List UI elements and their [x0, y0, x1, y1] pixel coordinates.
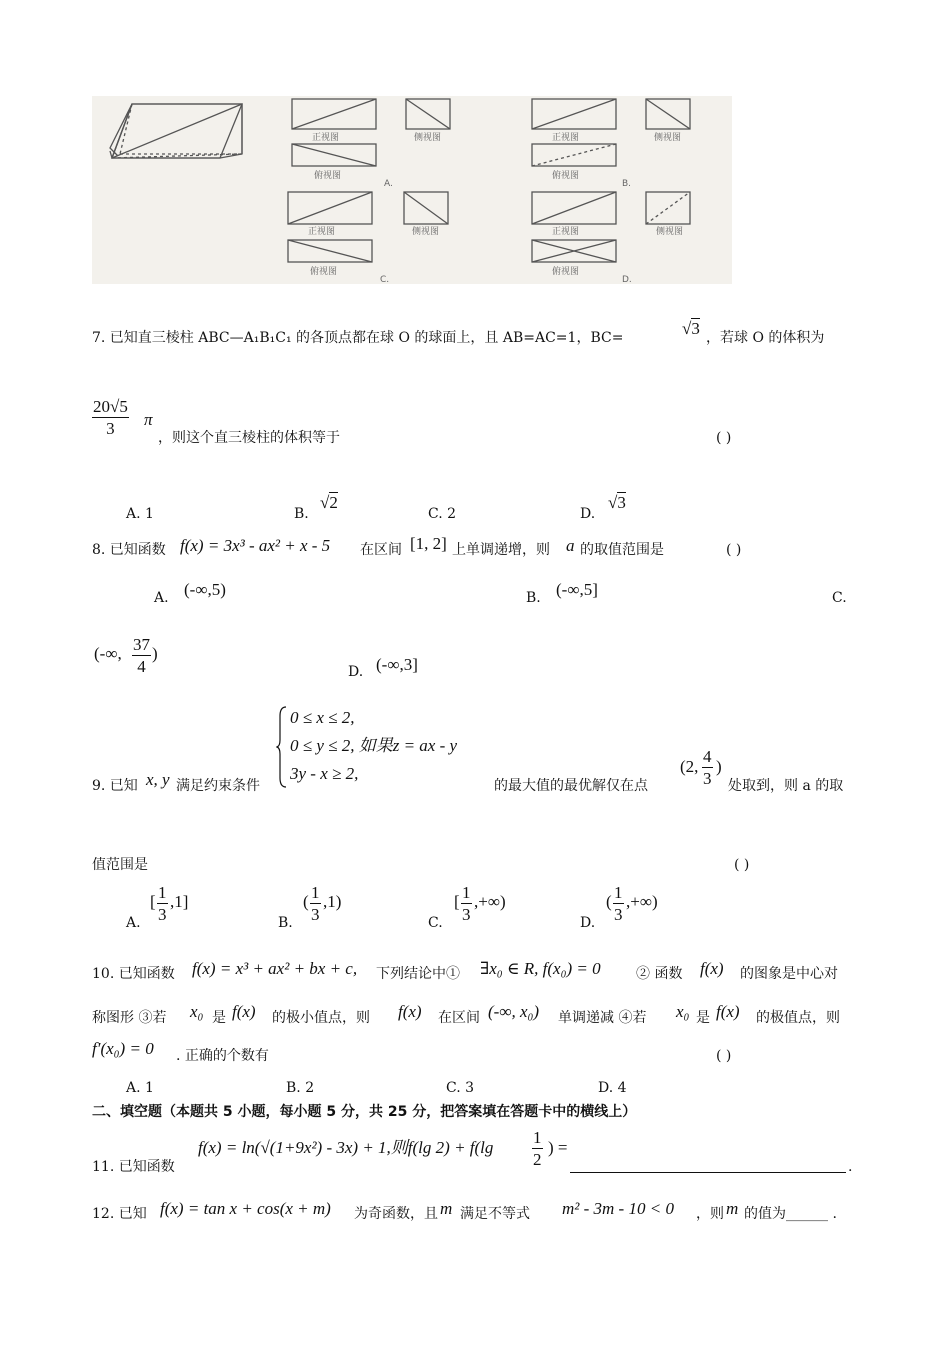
q7-option-c: C. 2 — [428, 506, 457, 522]
label-side-a: 侧视图 — [414, 133, 442, 143]
q10-option-d: D. 4 — [598, 1080, 627, 1096]
q9-option-a-fraction: $\frac{1}{3}$ — [158, 883, 167, 924]
q8-option-b-label: B. — [526, 590, 541, 606]
q10-line2-f: 是 — [696, 1010, 710, 1026]
q12-var-m-2: m — [726, 1199, 739, 1218]
q11-tail: ) = — [548, 1138, 568, 1157]
q10-line2-d: 在区间 — [438, 1010, 480, 1026]
label-top-d: 俯视图 — [552, 267, 580, 277]
option-label-b: B. — [622, 179, 632, 189]
q10-line2-g: 的极值点，则 — [756, 1010, 840, 1026]
q9-constraint-3: 3y - x ≥ 2, — [290, 764, 359, 783]
q11-end: . — [848, 1159, 853, 1175]
q10-line3: . 正确的个数有 — [176, 1048, 269, 1064]
q9-constraint-1: 0 ≤ x ≤ 2, — [290, 708, 355, 727]
q9-option-a-label: A. — [126, 915, 141, 931]
q12-text-1: 为奇函数，且 — [354, 1206, 438, 1222]
q8-var-a: a — [566, 536, 575, 555]
q12-inequality: m² - 3m - 10 < 0 — [562, 1199, 674, 1218]
q11-function: f(x) = ln(√(1+9x²) - 3x) + 1,则f(lg 2) + f(lg — [198, 1138, 494, 1157]
q11-fraction: $\frac{1}{2}$ — [533, 1128, 542, 1169]
q10-option-a: A. 1 — [126, 1080, 154, 1096]
q10-line2-c: 的极小值点，则 — [272, 1010, 370, 1026]
label-top-c: 俯视图 — [310, 267, 338, 277]
q8-option-c-pre: (-∞, — [94, 644, 122, 663]
q9-left-brace — [276, 706, 288, 788]
q9-constraint-2: 0 ≤ y ≤ 2, 如果z = ax - y — [290, 736, 458, 755]
q8-prefix: 8. 已知函数 — [92, 542, 166, 558]
q10-text-3: 的图象是中心对 — [740, 966, 838, 982]
q9-option-c-post: ,+∞) — [474, 892, 506, 911]
q8-suffix-1: 上单调递增，则 — [452, 542, 550, 558]
q11-answer-blank[interactable] — [570, 1172, 846, 1173]
q9-point-pre: (2, — [680, 757, 699, 776]
three-view-diagram — [92, 96, 732, 284]
q9-suffix: 处取到，则 a 的取 — [728, 778, 844, 794]
q9-mid: 的最大值的最优解仅在点 — [494, 778, 648, 794]
section-2-heading: 二、填空题（本题共 5 小题，每小题 5 分，共 25 分，把答案填在答题卡中的横线上） — [92, 1104, 637, 1120]
q10-x0-2: x₀ — [676, 1002, 690, 1021]
q9-option-d-label: D. — [580, 915, 596, 931]
q9-option-a-post: ,1] — [170, 892, 189, 911]
q12-function: f(x) = tan x + cos(x + m) — [160, 1199, 331, 1218]
label-side-b: 侧视图 — [654, 133, 682, 143]
q10-fx-1: f(x) — [700, 959, 724, 978]
q9-vars: x, y — [146, 770, 170, 789]
q9-point-fraction: $\frac{4}{3}$ — [703, 747, 712, 788]
q10-fx-4: f(x) — [716, 1002, 740, 1021]
q10-option-c: C. 3 — [446, 1080, 475, 1096]
label-front-c: 正视图 — [308, 227, 336, 237]
option-label-a: A. — [384, 179, 393, 189]
q10-interval: (-∞, x₀) — [488, 1002, 540, 1021]
q10-line2-a: 称图形 ③若 — [92, 1010, 167, 1026]
q12-text-4: 的值为______ . — [744, 1206, 837, 1222]
q12-text-3: ，则 — [696, 1206, 724, 1222]
q9-option-b-label: B. — [278, 915, 293, 931]
q8-option-a-label: A. — [154, 590, 169, 606]
q7-option-b-value: √2 — [320, 493, 338, 512]
q10-fx-2: f(x) — [232, 1002, 256, 1021]
q8-option-a-value: (-∞,5) — [184, 580, 226, 599]
q12-text-2: 满足不等式 — [460, 1206, 530, 1222]
q9-option-d-post: ,+∞) — [626, 892, 658, 911]
q9-option-c-fraction: $\frac{1}{3}$ — [462, 883, 471, 924]
q9-option-b-post: ,1) — [323, 892, 342, 911]
q10-line2-e: 单调递减 ④若 — [558, 1010, 647, 1026]
label-front-b: 正视图 — [552, 133, 580, 143]
q9-prefix: 9. 已知 — [92, 778, 138, 794]
q7-option-b-label: B. — [294, 506, 309, 522]
q7-text-3: ，则这个直三棱柱的体积等于 — [158, 430, 340, 446]
q7-pi: π — [144, 410, 153, 429]
q9-option-b-pre: ( — [303, 892, 309, 911]
q8-answer-paren: ( ) — [726, 542, 742, 558]
q8-option-c-label: C. — [832, 590, 847, 606]
q7-option-d-label: D. — [580, 506, 596, 522]
q10-x0-1: x₀ — [190, 1002, 204, 1021]
q9-option-c-label: C. — [428, 915, 443, 931]
q8-mid: 在区间 — [360, 542, 402, 558]
option-label-d: D. — [622, 275, 632, 284]
q8-option-c-fraction: $\frac{37}{4}$ — [133, 635, 150, 676]
q12-prefix: 12. 已知 — [92, 1206, 147, 1222]
q10-line2-b: 是 — [212, 1010, 226, 1026]
q7-text-1: 7. 已知直三棱柱 ABC—A₁B₁C₁ 的各顶点都在球 O 的球面上，且 AB=AC=1，BC= — [92, 330, 624, 346]
q8-option-b-value: (-∞,5] — [556, 580, 598, 599]
q8-interval: [1, 2] — [410, 534, 447, 553]
option-label-c: C. — [380, 275, 390, 284]
q9-option-b-fraction: $\frac{1}{3}$ — [311, 883, 320, 924]
q9-answer-paren: ( ) — [734, 857, 750, 873]
q8-suffix-2: 的取值范围是 — [580, 542, 664, 558]
q9-line-b: 值范围是 — [92, 857, 148, 873]
q7-option-d-value: √3 — [608, 493, 626, 512]
q7-answer-paren: ( ) — [716, 430, 732, 446]
label-side-c: 侧视图 — [412, 227, 440, 237]
label-front-d: 正视图 — [552, 227, 580, 237]
q7-volume-fraction: $\frac{20√5}{3}$ — [93, 397, 128, 438]
label-top-b: 俯视图 — [552, 171, 580, 181]
q10-derivative: f′(x₀) = 0 — [92, 1039, 154, 1058]
q9-point-post: ) — [716, 757, 722, 776]
q7-text-2: ，若球 O 的体积为 — [706, 330, 825, 346]
q10-answer-paren: ( ) — [716, 1048, 732, 1064]
q10-text-1: 下列结论中① — [376, 966, 460, 982]
label-front-a: 正视图 — [312, 133, 340, 143]
q9-option-d-fraction: $\frac{1}{3}$ — [614, 883, 623, 924]
q11-prefix: 11. 已知函数 — [92, 1159, 175, 1175]
q8-option-c-post: ) — [152, 644, 158, 663]
q9-option-d-pre: ( — [606, 892, 612, 911]
q8-function: f(x) = 3x³ - ax² + x - 5 — [180, 536, 331, 555]
label-top-a: 俯视图 — [314, 171, 342, 181]
q10-fx-3: f(x) — [398, 1002, 422, 1021]
q8-option-d-label: D. — [348, 664, 364, 680]
q7-sqrt3: √3 — [682, 319, 700, 338]
q10-function: f(x) = x³ + ax² + bx + c, — [192, 959, 358, 978]
q7-option-a: A. 1 — [126, 506, 154, 522]
q12-var-m-1: m — [440, 1199, 453, 1218]
q10-option-b: B. 2 — [286, 1080, 315, 1096]
q10-text-2: ② 函数 — [636, 966, 683, 982]
q8-option-d-value: (-∞,3] — [376, 655, 418, 674]
q9-option-c-pre: [ — [454, 892, 460, 911]
q10-prefix: 10. 已知函数 — [92, 966, 175, 982]
label-side-d: 侧视图 — [656, 227, 684, 237]
three-view-figure — [92, 96, 732, 284]
q9-option-a-pre: [ — [150, 892, 156, 911]
q9-condition: 满足约束条件 — [176, 778, 260, 794]
q10-statement-1: ∃x₀ ∈ R, f(x₀) = 0 — [480, 959, 601, 978]
